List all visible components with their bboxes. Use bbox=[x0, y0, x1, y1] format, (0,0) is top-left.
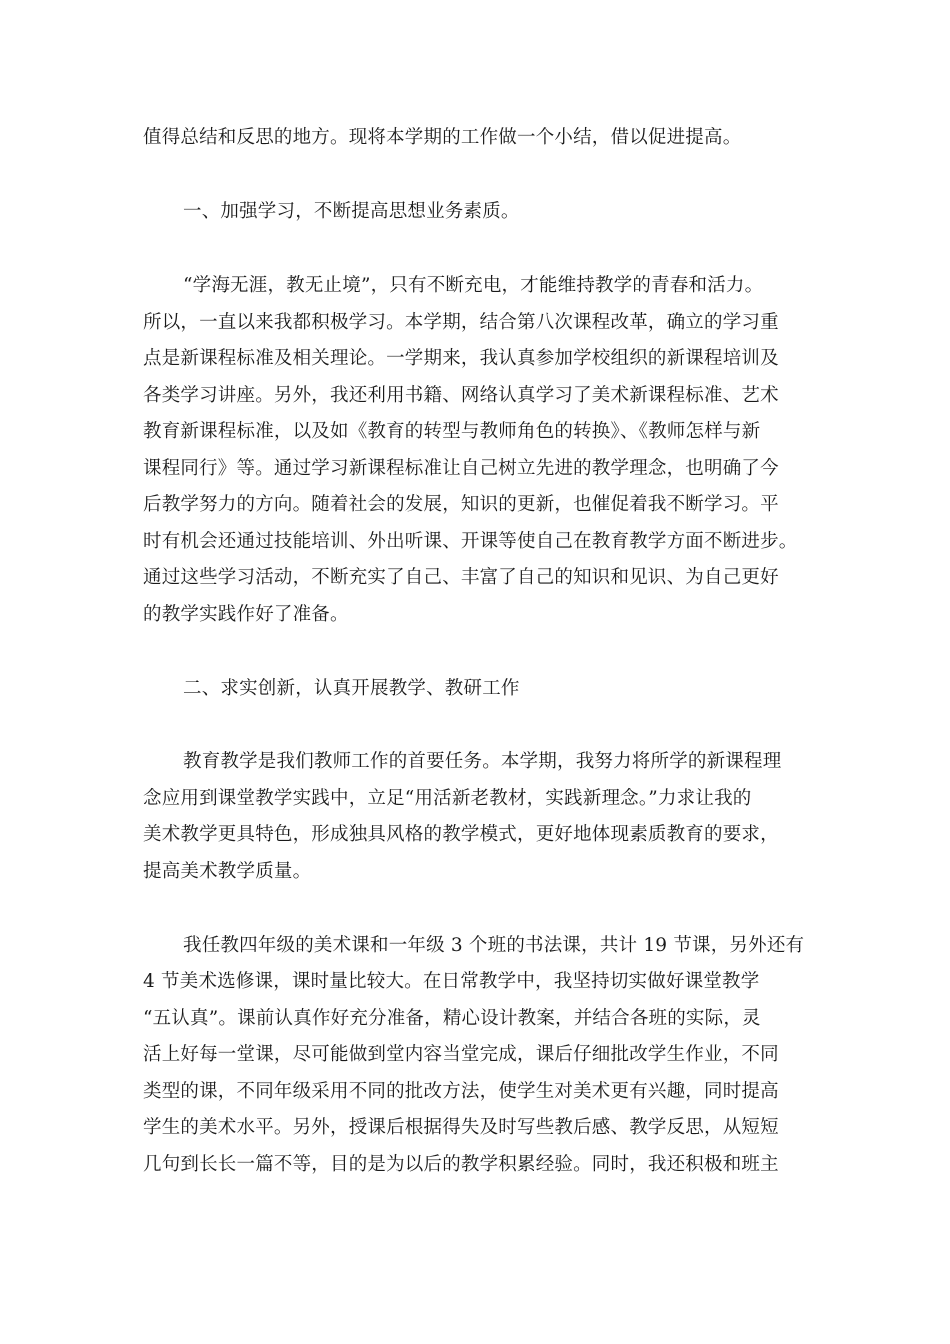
paragraph-line: 的教学实践作好了准备。 bbox=[143, 604, 349, 625]
paragraph-line: 提高美术教学质量。 bbox=[143, 861, 312, 882]
paragraph-line: 学生的美术水平。另外，授课后根据得失及时写些教后感、教学反思，从短短 bbox=[143, 1117, 779, 1138]
paragraph-line: 值得总结和反思的地方。现将本学期的工作做一个小结，借以促进提高。 bbox=[143, 127, 742, 148]
paragraph-line: “学海无涯，教无止境”，只有不断充电，才能维持教学的青春和活力。 bbox=[183, 275, 764, 296]
paragraph-line: 类型的课，不同年级采用不同的批改方法，使学生对美术更有兴趣，同时提高 bbox=[143, 1081, 779, 1102]
paragraph-line: 教育新课程标准，以及如《教育的转型与教师角色的转换》、《教师怎样与新 bbox=[143, 421, 761, 442]
paragraph-line: 美术教学更具特色，形成独具风格的教学模式，更好地体现素质教育的要求， bbox=[143, 824, 779, 845]
paragraph-line: 几句到长长一篇不等，目的是为以后的教学积累经验。同时，我还积极和班主 bbox=[143, 1154, 779, 1175]
paragraph-line: “五认真”。课前认真作好充分准备，精心设计教案，并结合各班的实际，灵 bbox=[143, 1008, 761, 1029]
paragraph-line: 后教学努力的方向。随着社会的发展，知识的更新，也催促着我不断学习。平 bbox=[143, 494, 779, 515]
section-heading-2: 二、求实创新，认真开展教学、教研工作 bbox=[183, 678, 520, 699]
paragraph-line: 念应用到课堂教学实践中，立足“用活新老教材，实践新理念。”力求让我的 bbox=[143, 788, 752, 809]
paragraph-line: 4 节美术选修课，课时量比较大。在日常教学中，我坚持切实做好课堂教学 bbox=[143, 971, 760, 992]
paragraph-line: 各类学习讲座。另外，我还利用书籍、网络认真学习了美术新课程标准、艺术 bbox=[143, 385, 779, 406]
paragraph-line: 活上好每一堂课，尽可能做到堂内容当堂完成，课后仔细批改学生作业，不同 bbox=[143, 1044, 779, 1065]
paragraph-line: 点是新课程标准及相关理论。一学期来，我认真参加学校组织的新课程培训及 bbox=[143, 348, 779, 369]
section-heading-1: 一、加强学习，不断提高思想业务素质。 bbox=[183, 201, 520, 222]
paragraph-line: 我任教四年级的美术课和一年级 3 个班的书法课，共计 19 节课，另外还有 bbox=[183, 935, 805, 956]
paragraph-line: 教育教学是我们教师工作的首要任务。本学期，我努力将所学的新课程理 bbox=[183, 751, 782, 772]
paragraph-line: 时有机会还通过技能培训、外出听课、开课等使自己在教育教学方面不断进步。 bbox=[143, 531, 798, 552]
paragraph-line: 通过这些学习活动，不断充实了自己、丰富了自己的知识和见识、为自己更好 bbox=[143, 567, 779, 588]
paragraph-line: 课程同行》等。通过学习新课程标准让自己树立先进的教学理念，也明确了今 bbox=[143, 458, 779, 479]
paragraph-line: 所以，一直以来我都积极学习。本学期，结合第八次课程改革，确立的学习重 bbox=[143, 312, 779, 333]
